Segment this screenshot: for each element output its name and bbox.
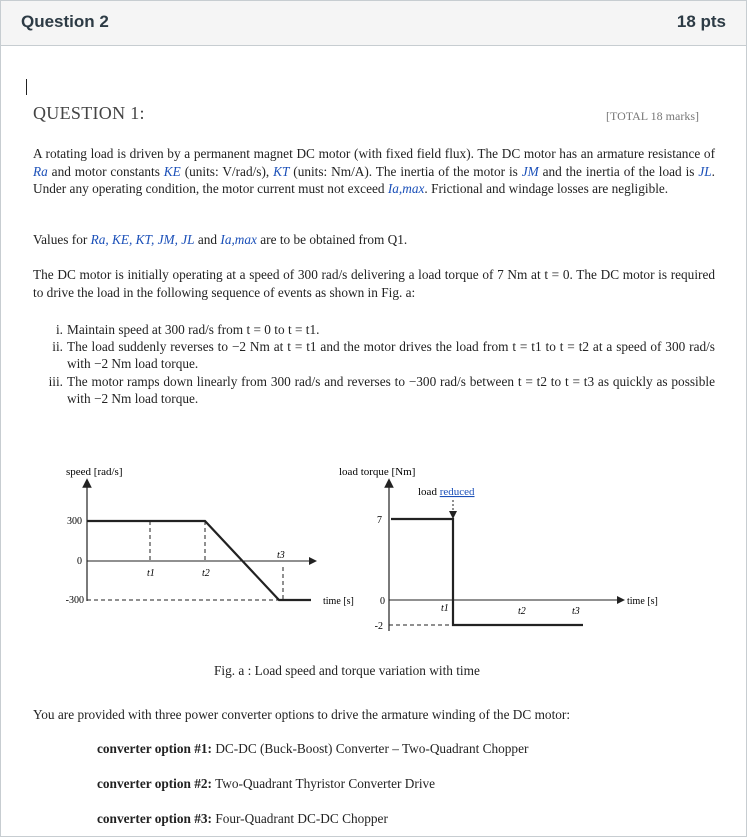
- speed-tick-label: 0: [77, 556, 82, 567]
- speed-chart: [66, 466, 354, 607]
- figure-a: [51, 459, 681, 641]
- torque-tick-label: 7: [377, 515, 382, 526]
- speed-t1-label: t1: [147, 568, 155, 579]
- torque-ylabel: load torque [Nm]: [339, 466, 416, 478]
- list-item: ii. The load suddenly reverses to −2 Nm at t = t1 and the motor drives the load from t = t1 to t = t2 at a speed of 300 rad/s with −2 Nm load torque.: [52, 339, 715, 372]
- figure-caption: Fig. a : Load speed and torque variation with time: [214, 663, 480, 678]
- question-number: QUESTION 1:: [33, 103, 145, 123]
- torque-chart: [339, 466, 658, 632]
- list-item: i. Maintain speed at 300 rad/s from t = 0 to t = t1.: [55, 322, 320, 337]
- torque-t3-label: t3: [572, 606, 580, 617]
- converter-option-3: converter option #3: Four-Quadrant DC-DC Chopper: [97, 811, 388, 826]
- paragraph-description: A rotating load is driven by a permanent magnet DC motor (with fixed field flux). The DC motor has an armature resistance of Ra and motor constants KE (units: V/rad/s), KT (units: Nm/A). The inertia of the motor is JM and the inertia of the load is JL. Under any operating condition, the motor current must not exceed Ia,max. Frictional and windage losses are negligible.: [33, 146, 715, 197]
- total-marks: [TOTAL 18 marks]: [605, 109, 699, 123]
- paragraph-converters: You are provided with three power converter options to drive the armature winding of the DC motor:: [33, 707, 571, 722]
- torque-t1-label: t1: [441, 603, 449, 614]
- event-list: [33, 321, 715, 407]
- torque-t2-label: t2: [518, 606, 526, 617]
- text-cursor: [26, 79, 27, 95]
- torque-series-line: [391, 519, 583, 625]
- speed-t3-label: t3: [277, 550, 285, 561]
- question-header: [1, 1, 746, 46]
- speed-t2-label: t2: [202, 568, 210, 579]
- speed-xlabel: time [s]: [323, 596, 354, 607]
- converter-option-1: converter option #1: DC-DC (Buck-Boost) Converter – Two-Quadrant Chopper: [97, 741, 529, 756]
- paragraph-values: Values for Ra, KE, KT, JM, JL and Ia,max are to be obtained from Q1.: [33, 232, 408, 247]
- converter-option-2: converter option #2: Two-Quadrant Thyristor Converter Drive: [97, 776, 436, 791]
- torque-annotation: load reduced: [418, 486, 475, 498]
- speed-tick-label: 300: [67, 516, 82, 527]
- torque-tick-label: 0: [380, 596, 385, 607]
- torque-xlabel: time [s]: [627, 596, 658, 607]
- torque-tick-label: -2: [374, 621, 383, 632]
- speed-tick-label: -300: [65, 595, 84, 606]
- list-item: iii. The motor ramps down linearly from 300 rad/s and reverses to −300 rad/s between t = t2 to t = t3 as quickly as possible with −2 Nm load torque.: [48, 373, 715, 406]
- question-title: Question 2: [21, 12, 109, 31]
- question-points: 18 pts: [676, 12, 726, 31]
- paragraph-initial-condition: The DC motor is initially operating at a speed of 300 rad/s delivering a load torque of 7 Nm at t = 0. The DC motor is required to drive the load in the following sequence of events as shown in Fig. a:: [33, 267, 715, 300]
- speed-ylabel: speed [rad/s]: [66, 466, 123, 478]
